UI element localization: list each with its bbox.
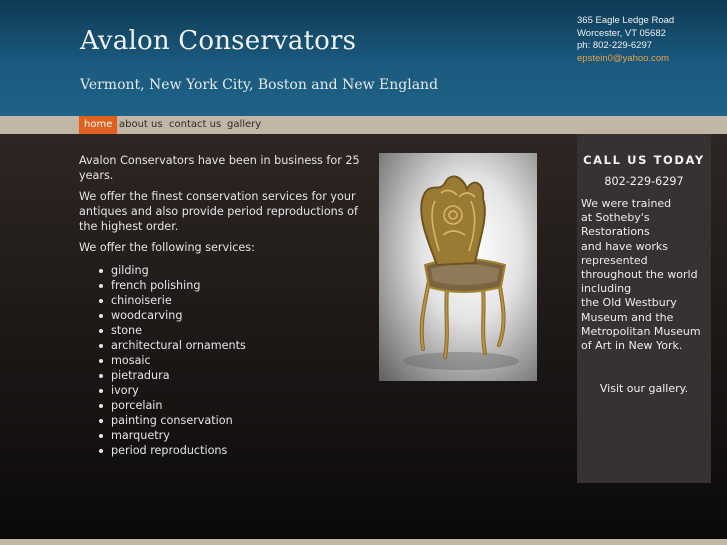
service-item: french polishing <box>99 278 364 293</box>
site-title[interactable]: Avalon Conservators <box>80 26 357 56</box>
service-item: marquetry <box>99 428 364 443</box>
nav-gallery[interactable]: gallery <box>227 119 262 130</box>
service-item: architectural ornaments <box>99 338 364 353</box>
training-line: and have works <box>581 239 669 253</box>
contact-info <box>577 15 674 65</box>
sidebar <box>577 134 711 483</box>
address-line-1: 365 Eagle Ledge Road <box>577 15 675 26</box>
service-item: stone <box>99 323 364 338</box>
service-item: pietradura <box>99 368 364 383</box>
service-item: ivory <box>99 383 364 398</box>
training-line: of Art in New York. <box>581 339 683 353</box>
training-line: Metropolitan Museum <box>581 324 701 338</box>
service-item: period reproductions <box>99 443 364 458</box>
service-item: gilding <box>99 263 364 278</box>
offer-paragraph: We offer the finest conservation services for your antiques and also provide period reproductions of the highest order. <box>79 190 358 233</box>
training-line: the Old Westbury <box>581 296 677 310</box>
header-phone: ph: 802-229-6297 <box>577 40 653 52</box>
call-us-heading: CALL US TODAY <box>583 153 705 167</box>
training-line: including <box>581 282 632 296</box>
nav-contact-us[interactable]: contact us <box>169 119 222 130</box>
training-line: Restorations <box>581 225 650 239</box>
services-heading: We offer the following services: <box>79 241 255 254</box>
header <box>0 0 727 116</box>
gilded-chair-photo <box>379 153 537 381</box>
training-line: represented <box>581 253 648 267</box>
training-text <box>581 197 709 353</box>
service-item: mosaic <box>99 353 364 368</box>
training-line: We were trained <box>581 197 672 210</box>
nav-about-us[interactable]: about us <box>119 119 163 130</box>
main-content <box>79 153 364 458</box>
email-link[interactable]: epstein0@yahoo.com <box>577 52 670 64</box>
visit-gallery-link[interactable]: Visit our gallery. <box>599 382 689 395</box>
training-line: Museum and the <box>581 310 674 324</box>
chair-illustration <box>379 153 537 381</box>
footer-bar <box>0 539 727 545</box>
intro-paragraph: Avalon Conservators have been in business for 25 years. <box>79 154 360 182</box>
training-line: throughout the world <box>581 268 698 282</box>
service-item: chinoiserie <box>99 293 364 308</box>
address-line-2: Worcester, VT 05682 <box>577 27 666 39</box>
sidebar-phone: 802-229-6297 <box>604 175 684 188</box>
service-item: porcelain <box>99 398 364 413</box>
training-line: at Sotheby's <box>581 211 650 225</box>
site-tagline: Vermont, New York City, Boston and New England <box>80 77 439 93</box>
nav-bar <box>0 116 727 134</box>
nav-home[interactable]: home <box>79 116 117 134</box>
service-item: woodcarving <box>99 308 364 323</box>
service-item: painting conservation <box>99 413 364 428</box>
services-list <box>99 263 364 458</box>
